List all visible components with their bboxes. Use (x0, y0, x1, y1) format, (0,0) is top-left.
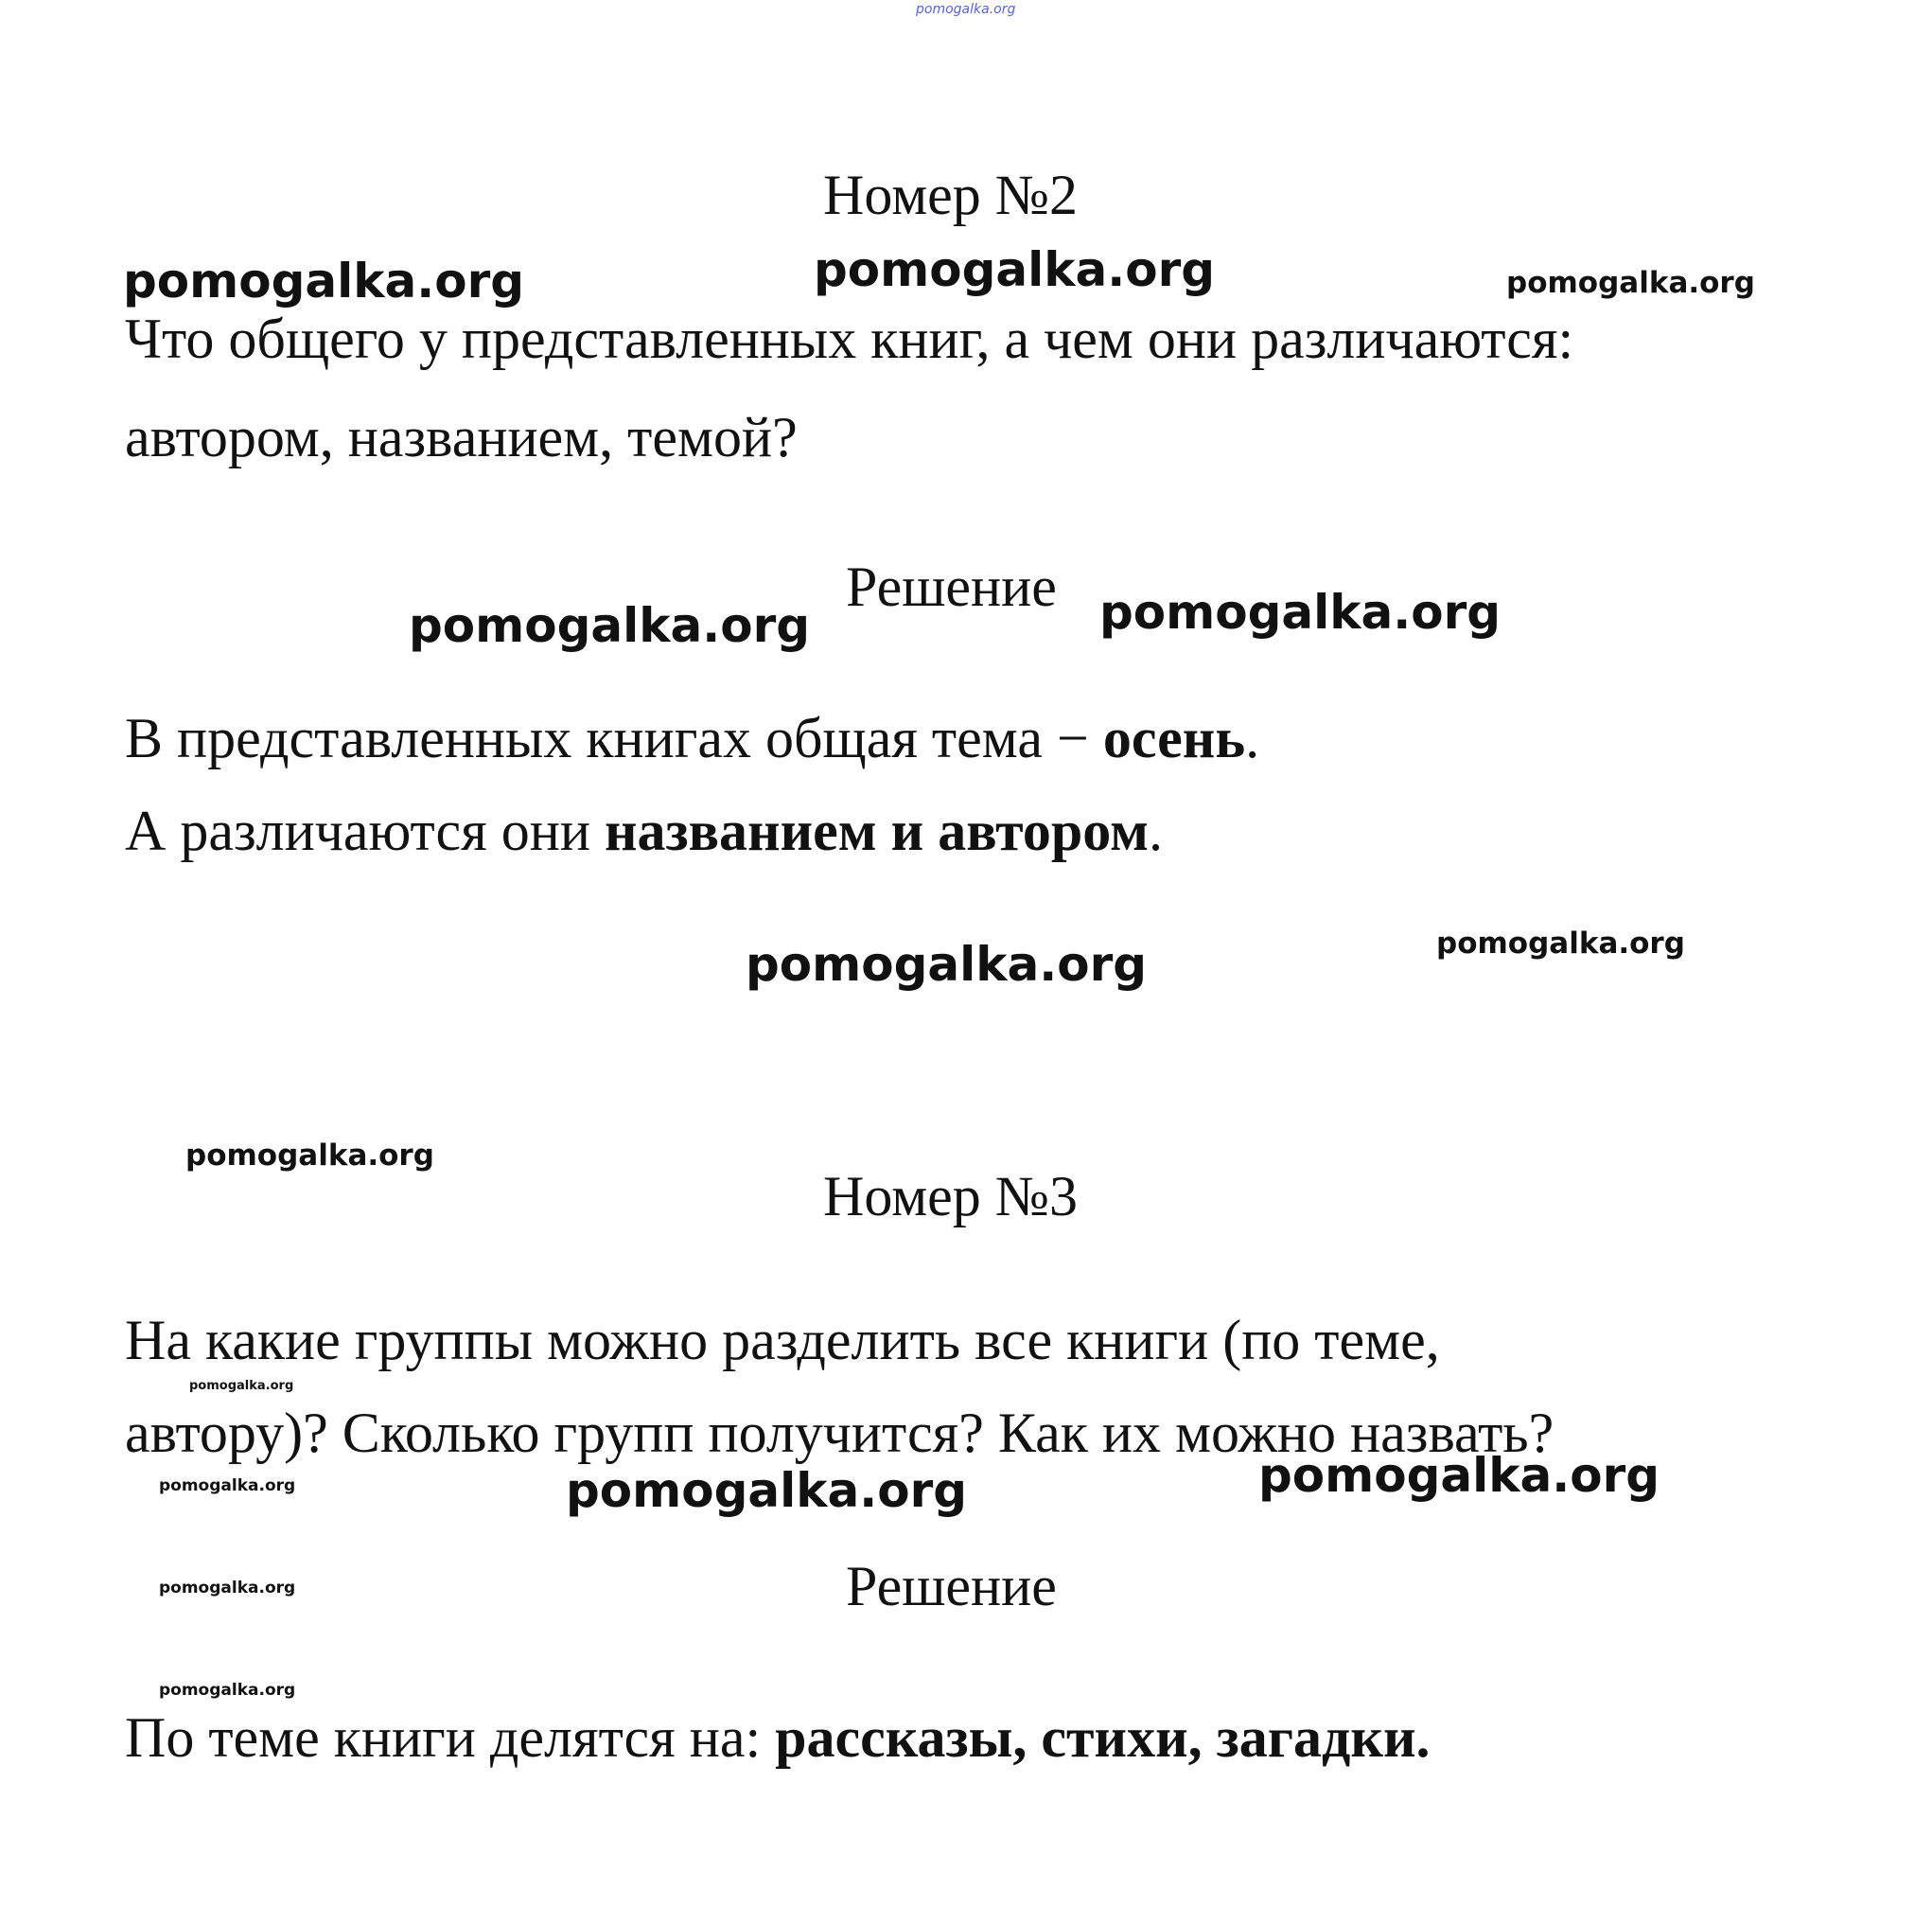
watermark: pomogalka.org (159, 1579, 296, 1597)
answer-bold-text: названием и автором (604, 800, 1149, 862)
section3-question-line1: На какие группы можно разделить все книги (по теме, (125, 1309, 1440, 1371)
watermark: pomogalka.org (1258, 1448, 1660, 1503)
answer-text: По теме книги делятся на: (125, 1706, 776, 1769)
watermark: pomogalka.org (566, 1463, 968, 1518)
watermark: pomogalka.org (185, 1138, 434, 1173)
watermark: pomogalka.org (189, 1379, 294, 1393)
top-watermark: pomogalka.org (916, 2, 1016, 17)
section3-question-line2: автору)? Сколько групп получится? Как их можно назвать? (125, 1402, 1554, 1464)
answer-text: . (1245, 707, 1260, 769)
watermark: pomogalka.org (1506, 266, 1755, 300)
watermark: pomogalka.org (159, 1681, 296, 1700)
watermark: pomogalka.org (814, 242, 1216, 297)
answer-bold-text: рассказы, стихи, загадки. (775, 1706, 1431, 1769)
watermark: pomogalka.org (409, 598, 811, 653)
watermark: pomogalka.org (746, 937, 1148, 992)
section2-answer-line1 (125, 707, 1260, 769)
answer-text: А различаются они (125, 800, 605, 862)
answer-text: В представленных книгах общая тема − (125, 707, 1103, 769)
section3-solution-heading: Решение (846, 1555, 1057, 1617)
section3-title: Номер №3 (823, 1165, 1079, 1227)
answer-text: . (1148, 800, 1163, 862)
section2-question-line1: Что общего у представленных книг, а чем они различаются: (125, 308, 1574, 370)
watermark: pomogalka.org (123, 254, 525, 309)
watermark: pomogalka.org (159, 1476, 296, 1495)
answer-bold-text: осень (1102, 707, 1246, 769)
section3-answer-line (125, 1706, 1431, 1769)
section2-answer-line2 (125, 800, 1163, 862)
watermark: pomogalka.org (1099, 585, 1502, 640)
section2-title: Номер №2 (823, 164, 1079, 226)
watermark: pomogalka.org (1436, 927, 1685, 961)
section2-solution-heading: Решение (846, 556, 1057, 618)
section2-question-line2: автором, названием, темой? (125, 406, 798, 468)
